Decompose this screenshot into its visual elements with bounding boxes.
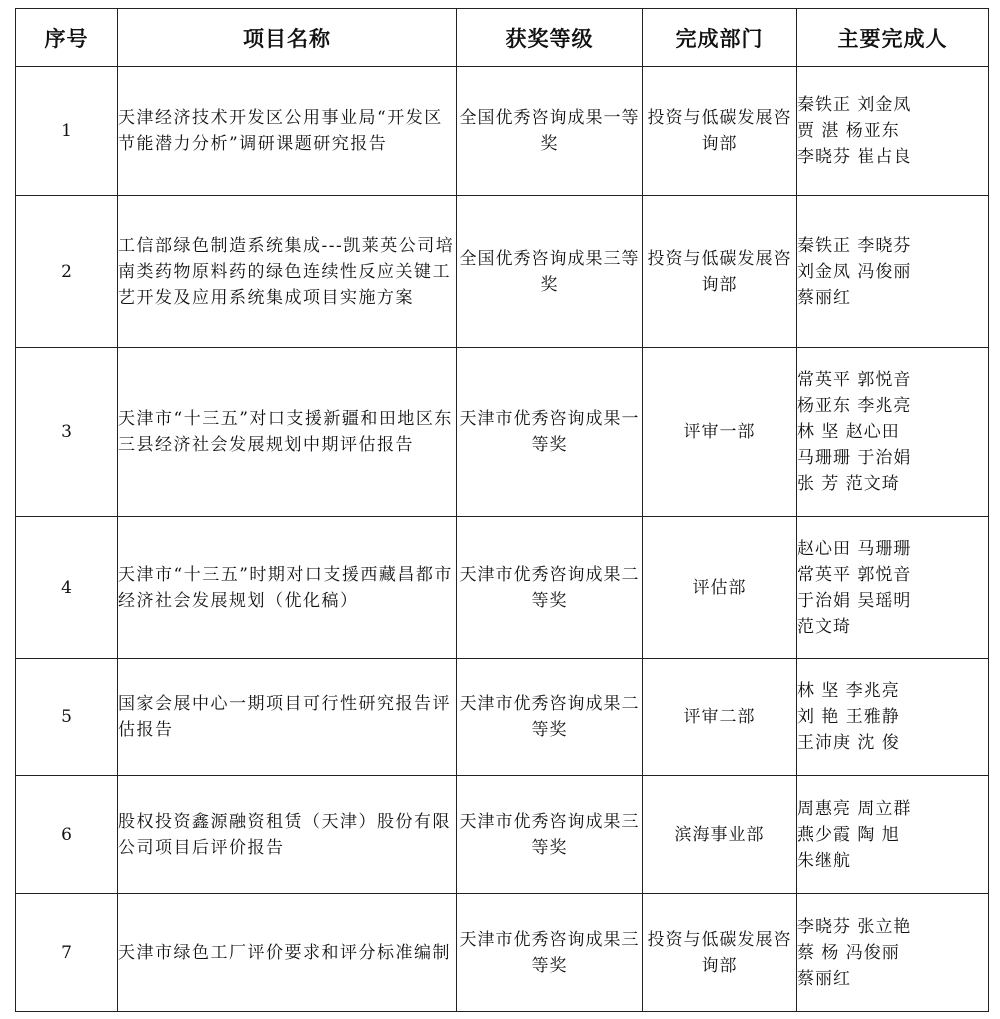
project-name: 国家会展中心一期项目可行性研究报告评估报告 — [118, 659, 457, 776]
person-line: 于治娟 吴瑶明 — [797, 590, 912, 611]
project-name: 工信部绿色制造系统集成---凯莱英公司培南类药物原料药的绿色连续性反应关键工艺开发及应用系统集成项目实施方案 — [118, 196, 457, 348]
person-line: 常英平 郭悦音 — [797, 564, 912, 585]
table-row — [16, 67, 989, 196]
project-name: 天津市绿色工厂评价要求和评分标准编制 — [118, 894, 457, 1012]
person-line: 蔡丽红 — [797, 287, 851, 308]
project-name: 天津经济技术开发区公用事业局“开发区节能潜力分析”调研课题研究报告 — [118, 67, 457, 196]
person-line: 贾 湛 杨亚东 — [797, 121, 900, 141]
table-row — [16, 517, 989, 659]
award-level: 天津市优秀咨询成果三等奖 — [457, 894, 643, 1012]
person-line: 林 坚 赵心田 — [797, 422, 900, 442]
award-level: 天津市优秀咨询成果二等奖 — [457, 659, 643, 776]
person-line: 刘 艳 王雅静 — [797, 707, 900, 727]
project-name: 天津市“十三五”对口支援新疆和田地区东三县经济社会发展规划中期评估报告 — [118, 348, 457, 517]
row-number: 3 — [16, 348, 118, 517]
header-main-persons: 主要完成人 — [797, 9, 989, 67]
person-line: 杨亚东 李兆亮 — [797, 396, 912, 416]
row-number: 6 — [16, 776, 118, 894]
row-number: 2 — [16, 196, 118, 348]
person-line: 李晓芬 崔占良 — [797, 147, 912, 167]
header-row — [16, 9, 989, 67]
row-number: 4 — [16, 517, 118, 659]
award-level: 全国优秀咨询成果一等奖 — [457, 67, 643, 196]
person-line: 秦铁正 刘金凤 — [797, 95, 912, 115]
row-number: 5 — [16, 659, 118, 776]
person-line: 王沛庚 沈 俊 — [797, 733, 900, 753]
table-row — [16, 894, 989, 1012]
person-line: 常英平 郭悦音 — [797, 370, 912, 390]
department: 滨海事业部 — [643, 776, 797, 894]
person-line: 林 坚 李兆亮 — [797, 681, 900, 701]
main-persons — [797, 776, 989, 894]
person-line: 蔡 杨 冯俊丽 — [797, 942, 900, 963]
award-level: 全国优秀咨询成果三等奖 — [457, 196, 643, 348]
person-line: 刘金凤 冯俊丽 — [797, 261, 912, 282]
main-persons — [797, 517, 989, 659]
main-persons — [797, 196, 989, 348]
person-line: 张 芳 范文琦 — [797, 474, 900, 494]
department: 评估部 — [643, 517, 797, 659]
award-level: 天津市优秀咨询成果二等奖 — [457, 517, 643, 659]
person-line: 范文琦 — [797, 616, 851, 637]
header-number: 序号 — [16, 9, 118, 67]
project-name: 股权投资鑫源融资租赁（天津）股份有限公司项目后评价报告 — [118, 776, 457, 894]
person-line: 朱继航 — [797, 850, 851, 871]
person-line: 蔡丽红 — [797, 968, 851, 989]
person-line: 李晓芬 张立艳 — [797, 916, 912, 937]
person-line: 秦铁正 李晓芬 — [797, 235, 912, 256]
person-line: 赵心田 马珊珊 — [797, 538, 912, 559]
main-persons — [797, 894, 989, 1012]
award-level: 天津市优秀咨询成果一等奖 — [457, 348, 643, 517]
header-project-name: 项目名称 — [118, 9, 457, 67]
table-row — [16, 776, 989, 894]
row-number: 7 — [16, 894, 118, 1012]
header-department: 完成部门 — [643, 9, 797, 67]
main-persons — [797, 348, 989, 517]
row-number: 1 — [16, 67, 118, 196]
awards-table — [15, 8, 989, 1012]
person-line: 燕少霞 陶 旭 — [797, 824, 900, 845]
department: 投资与低碳发展咨询部 — [643, 67, 797, 196]
department: 投资与低碳发展咨询部 — [643, 196, 797, 348]
project-name: 天津市“十三五”时期对口支援西藏昌都市经济社会发展规划（优化稿） — [118, 517, 457, 659]
header-award-level: 获奖等级 — [457, 9, 643, 67]
table-row — [16, 196, 989, 348]
table-row — [16, 348, 989, 517]
department: 评审一部 — [643, 348, 797, 517]
person-line: 周惠亮 周立群 — [797, 798, 912, 819]
person-line: 马珊珊 于治娟 — [797, 448, 912, 468]
main-persons — [797, 67, 989, 196]
main-persons — [797, 659, 989, 776]
award-level: 天津市优秀咨询成果三等奖 — [457, 776, 643, 894]
department: 投资与低碳发展咨询部 — [643, 894, 797, 1012]
table-row — [16, 659, 989, 776]
department: 评审二部 — [643, 659, 797, 776]
